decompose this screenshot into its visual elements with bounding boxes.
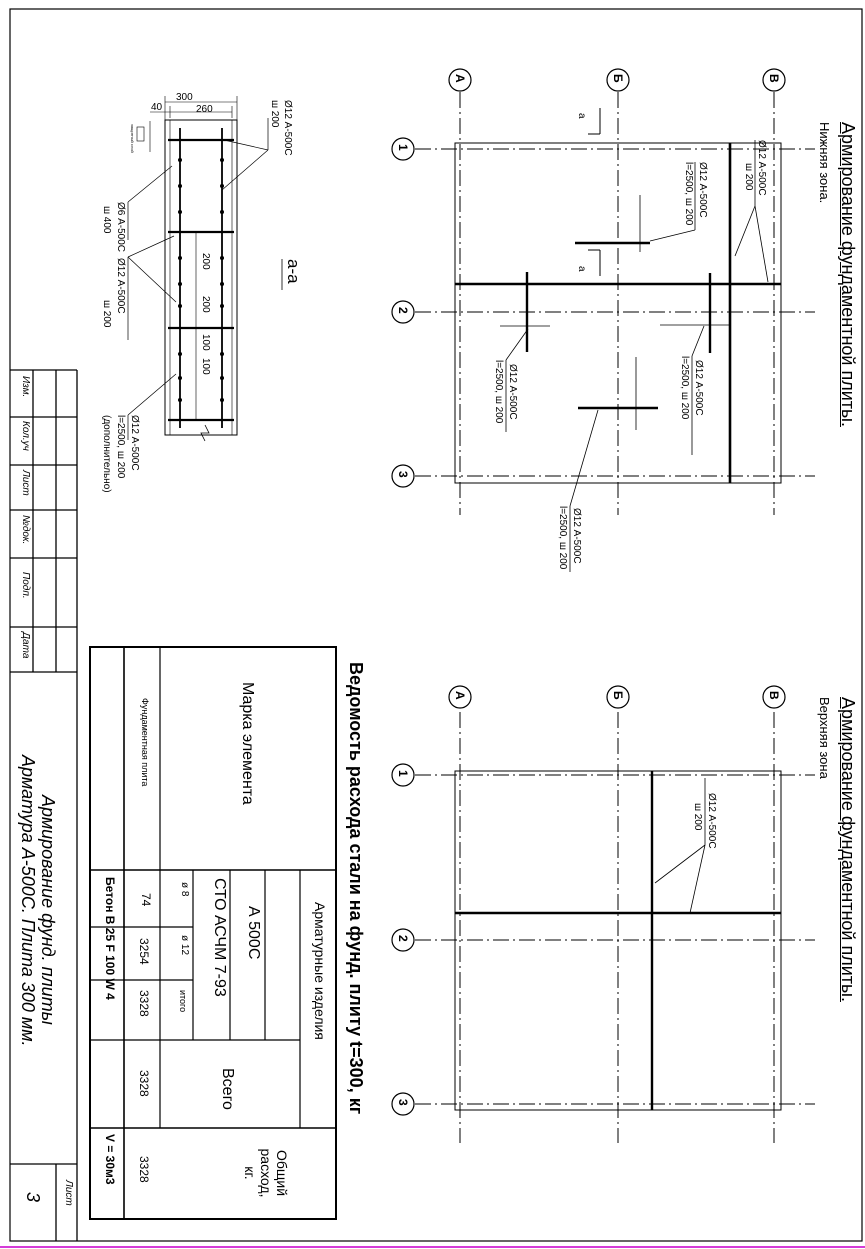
plan-upper-subtitle: Верхняя зона (817, 697, 832, 779)
steel-table-col-general: Общий расход, кг. (241, 1148, 290, 1198)
steel-table-row-name: Фундаментная плита (140, 698, 150, 787)
steel-table-col-mark: Марка элемента (239, 682, 256, 805)
sheet-frame (0, 9, 865, 1247)
section-dim-40: 40 (151, 102, 163, 113)
plan-lower-title: Армирование фундаментной плиты. (838, 122, 858, 427)
section-note-mid-l2: ш 400 (101, 206, 112, 234)
plan-lower-subtitle: Нижняя зона. (817, 122, 832, 204)
steel-table-row-total: 3328 (137, 1070, 151, 1097)
section-note-extra-l1: Ø12 А-500С (129, 415, 140, 471)
section-dim-260: 260 (196, 104, 213, 115)
title-col-ndok: №док. (20, 515, 31, 545)
plan-lower-note-1-l2: ш 200 (743, 163, 754, 191)
section-dim-100-a: 100 (200, 334, 211, 351)
section-small-label: защитный слой (130, 124, 135, 153)
plan-lower (392, 69, 815, 572)
axis-bubble-v-upper: В (767, 691, 781, 700)
section-note-extra-l3: (дополнительно) (101, 415, 112, 493)
sheet-number: 3 (23, 1192, 43, 1203)
section-note-extra-l2: l=2500, ш 200 (115, 415, 126, 479)
section-note-top-l1: Ø12 А-500С (282, 100, 293, 156)
plan-lower-note-5-l1: Ø12 А-500С (571, 508, 582, 564)
title-col-list: Лист (20, 470, 31, 496)
title-block-line2: Арматура А-500С. Плита 300 мм. (18, 755, 38, 1047)
plan-upper (392, 686, 815, 1143)
steel-table-row-itogo: 3328 (137, 990, 151, 1017)
steel-table-col-d8: ø 8 (179, 882, 190, 897)
section-dim-200-a: 200 (200, 253, 211, 270)
plan-upper-title: Армирование фундаментной плиты. (838, 697, 858, 1002)
section-note-low-l2: ш 200 (101, 300, 112, 328)
axis-bubble-v-lower: В (767, 74, 781, 83)
section-mark-top: а (576, 113, 587, 119)
steel-table-title: Ведомость расхода стали на фунд. плиту t=300, кг (346, 662, 366, 1115)
title-col-data: Дата (20, 632, 31, 659)
plan-lower-note-3-l1: Ø12 А-500С (693, 360, 704, 416)
section-note-mid-l1: Ø6 А-500С (115, 202, 126, 253)
section-dim-300: 300 (176, 92, 193, 103)
plan-lower-note-5-l2: l=2500, ш 200 (557, 506, 568, 570)
plan-lower-note-4-l1: Ø12 А-500С (507, 364, 518, 420)
section-dim-100-b: 100 (200, 358, 211, 375)
sheet-number-label: Лист (63, 1180, 74, 1206)
axis-bubble-2-upper: 2 (396, 935, 410, 942)
axis-bubble-2-lower: 2 (396, 307, 410, 314)
axis-bubble-b-upper: Б (611, 691, 625, 700)
plan-lower-note-4-l2: l=2500, ш 200 (493, 360, 504, 424)
axis-bubble-3-upper: 3 (396, 1099, 410, 1106)
section-note-low-l1: Ø12 А-500С (115, 258, 126, 314)
plan-upper-note-l1: Ø12 А-500С (706, 793, 717, 849)
axis-bubble-a-upper: А (453, 691, 467, 700)
plan-lower-note-1-l1: Ø12 А-500С (756, 140, 767, 196)
steel-table-col-total: Всего (219, 1068, 236, 1110)
plan-lower-note-2-l2: l=2500, ш 200 (683, 162, 694, 226)
steel-table-col-d12: ø 12 (179, 935, 190, 956)
axis-bubble-b-lower: Б (611, 74, 625, 83)
axis-bubble-a-lower: А (453, 74, 467, 83)
steel-table-col-grade: А 500С (245, 906, 262, 960)
steel-table-footer-concrete: Бетон В 25 F 100 W 4 (103, 877, 117, 1000)
section-dim-200-b: 200 (200, 296, 211, 313)
title-col-izm: Изм. (20, 376, 31, 398)
steel-table-col-itogo: итого (178, 990, 188, 1013)
section-mark-bottom: а (576, 266, 587, 272)
plan-upper-note-l2: ш 200 (692, 803, 703, 831)
plan-lower-note-2-l1: Ø12 А-500С (697, 162, 708, 218)
title-block-line1: Армирование фунд. плиты (38, 795, 58, 1025)
axis-bubble-1-upper: 1 (396, 770, 410, 777)
steel-table-row-d8: 74 (139, 893, 153, 907)
axis-bubble-3-lower: 3 (396, 471, 410, 478)
steel-table-row-d12: 3254 (137, 938, 151, 965)
steel-table-row-general: 3328 (137, 1156, 151, 1183)
section-label: а-а (284, 259, 303, 284)
title-col-kolich: Кол.уч (20, 421, 31, 451)
plan-lower-note-3-l2: l=2500, ш 200 (679, 356, 690, 420)
axis-bubble-1-lower: 1 (396, 144, 410, 151)
steel-table-footer-volume: V = 30м3 (103, 1134, 117, 1185)
steel-table-col-products: Арматурные изделия (312, 902, 328, 1040)
section-note-top-l2: ш 200 (269, 100, 280, 128)
title-col-podp: Подп. (20, 572, 31, 599)
steel-table-col-standard: СТО АСЧМ 7-93 (211, 878, 228, 997)
